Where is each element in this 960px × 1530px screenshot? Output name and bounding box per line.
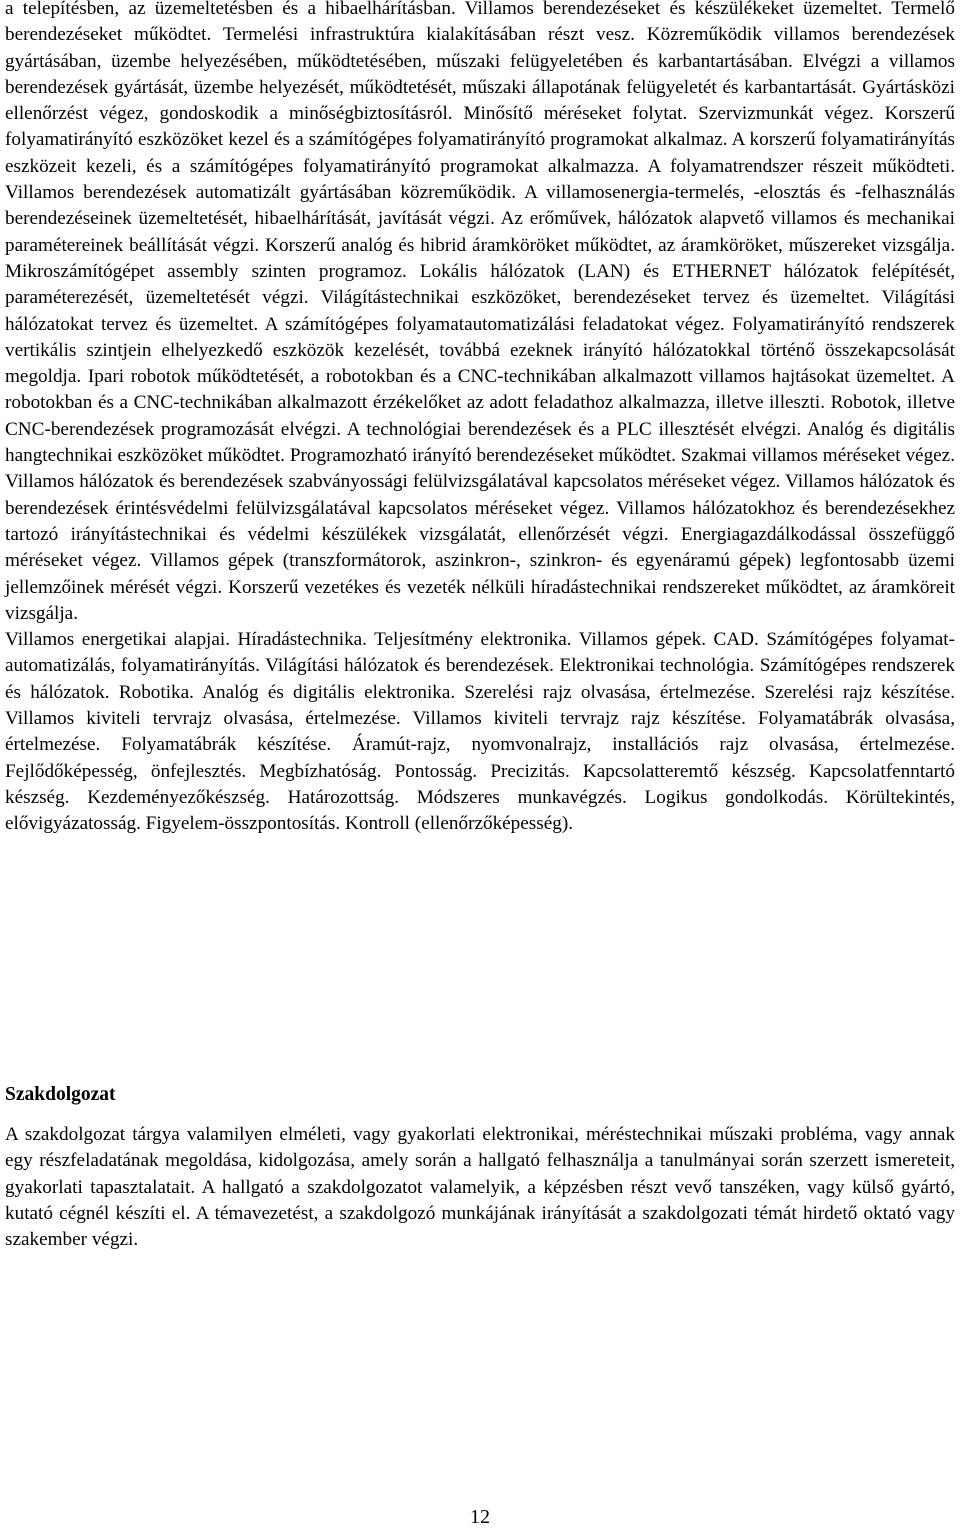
section-szakdolgozat	[5, 1122, 955, 1253]
section-heading-szakdolgozat: Szakdolgozat	[5, 1084, 116, 1105]
body-paragraph-subjects: Villamos energetikai alapjai. Híradástechnika. Teljesítmény elektronika. Villamos gépek. CAD. Számítógépes folyamat-automatizálás, folyamatirányítás. Világítási hálózatok és berendezések. Elektronikai technológia. Számítógépes rendszerek és hálózatok. Robotika. Analóg és digitális elektronika. Szerelési rajz olvasása, értelmezése. Szerelési rajz készítése. Villamos kiviteli tervrajz olvasása, értelmezése. Villamos kiviteli tervrajz rajz készítése. Folyamatábrák olvasása, értelmezése. Folyamatábrák készítése. Áramút-rajz, nyomvonalrajz, installációs rajz olvasása, értelmezése. Fejlődőképesség, önfejlesztés. Megbízhatóság. Pontosság. Precizitás. Kapcsolatteremtő készség. Kapcsolatfenntartó készség. Kezdeményezőkészség. Határozottság. Módszeres munkavégzés. Logikus gondolkodás. Körültekintés, elővigyázatosság. Figyelem-összpontosítás. Kontroll (ellenőrzőképesség).	[5, 629, 955, 835]
section-paragraph: A szakdolgozat tárgya valamilyen elméleti, vagy gyakorlati elektronikai, méréstechnikai műszaki probléma, vagy annak egy részfeladatának megoldása, kidolgozása, amely során a hallgató felhasználja a tanulmányai során szerzett ismereteit, gyakorlati tapasztalatait. A hallgató a szakdolgozatot valamelyik, a képzésben részt vevő tanszéken, vagy külső gyártó, kutató cégnél készíti el. A témavezetést, a szakdolgozó munkájának irányítását a szakdolgozati témát hirdető oktató vagy szakember végzi.	[5, 1124, 955, 1251]
body-paragraph-competencies: a telepítésben, az üzemeltetésben és a hibaelhárításban. Villamos berendezéseket és készülékeket üzemeltet. Termelő berendezéseket működtet. Termelési infrastruktúra kialakításában részt vesz. Közreműködik villamos berendezések gyártásában, üzembe helyezésében, működtetésében, műszaki felügyeletében és karbantartásában. Elvégzi a villamos berendezések gyártását, üzembe helyezését, működtetését, műszaki állapotának felügyeletét és karbantartását. Gyártásközi ellenőrzést végez, gondoskodik a minőségbiztosításról. Minősítő méréseket folytat. Szervizmunkát végez. Korszerű folyamatirányító eszközöket kezel és a számítógépes folyamatirányító programokat alkalmaz. A korszerű folyamatirányítás eszközeit kezeli, és a számítógépes folyamatirányító programokat alkalmazza. A folyamatrendszer részeit működteti. Villamos berendezések automatizált gyártásában közreműködik. A villamosenergia-termelés, -elosztás és -felhasználás berendezéseinek üzemeltetését, hibaelhárítását, javítását végzi. Az erőművek, hálózatok alapvető villamos és mechanikai paramétereinek beállítását végzi. Korszerű analóg és hibrid áramköröket működtet, az áramköröket, műszereket vizsgálja. Mikroszámítógépet assembly szinten programoz. Lokális hálózatok (LAN) és ETHERNET hálózatok felépítését, paraméterezését, üzemeltetését végzi. Világítástechnikai eszközöket, berendezéseket tervez és üzemeltet. Világítási hálózatokat tervez és üzemeltet. A számítógépes folyamatautomatizálási feladatokat végez. Folyamatirányító rendszerek vertikális szintjein elhelyezkedő eszközök kezelését, továbbá ezeknek irányító hálózatokkal történő összekapcsolását megoldja. Ipari robotok működtetését, a robotokban és a CNC-technikában alkalmazott villamos hajtásokat üzemeltet. A robotokban és a CNC-technikában alkalmazott érzékelőket az adott feladathoz alkalmazza, illetve illeszti. Robotok, illetve CNC-berendezések programozását elvégzi. A technológiai berendezések és a PLC illesztését elvégzi. Analóg és digitális hangtechnikai eszközöket működtet. Programozható irányító berendezéseket működtet. Szakmai villamos méréseket végez. Villamos hálózatok és berendezések szabványossági felülvizsgálatával kapcsolatos méréseket végez. Villamos hálózatok és berendezések érintésvédelmi felülvizsgálatával kapcsolatos méréseket végez. Villamos hálózatokhoz és berendezésekhez tartozó irányítástechnikai és védelmi készülékek vizsgálatát, ellenőrzését végzi. Energiagazdálkodással összefüggő méréseket végez. Villamos gépek (transzformátorok, aszinkron-, szinkron- és egyenáramú gépek) legfontosabb üzemi jellemzőinek mérését végzi. Korszerű vezetékes és vezeték nélküli híradástechnikai rendszereket működtet, az áramköreit vizsgálja.	[5, 0, 955, 624]
page-number: 12	[470, 1506, 490, 1528]
document-body	[5, 0, 955, 838]
